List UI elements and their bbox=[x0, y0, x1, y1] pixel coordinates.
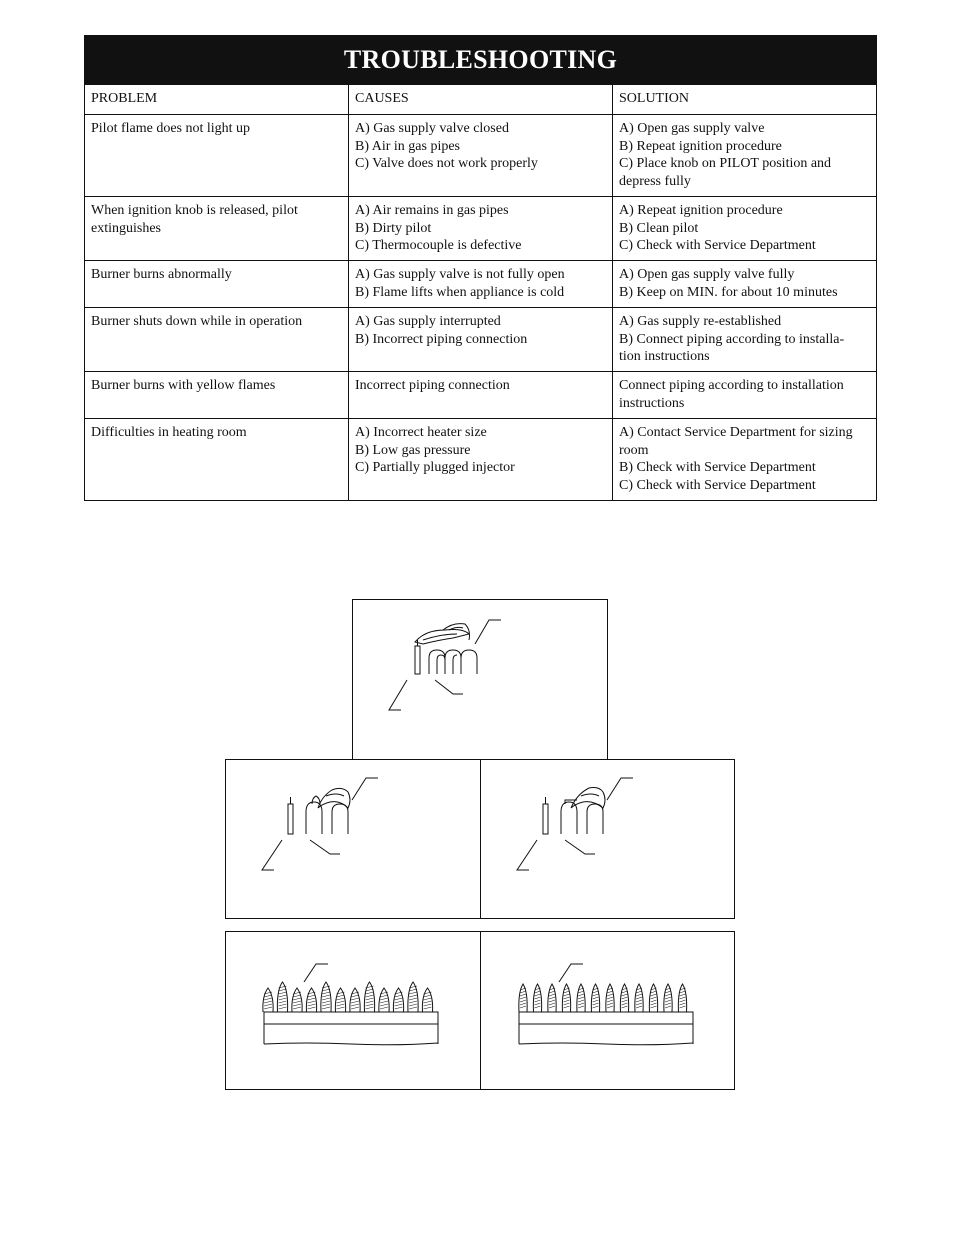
table-row bbox=[85, 372, 877, 419]
burner-flame-row-illustration bbox=[481, 932, 736, 1091]
solution-line: B) Repeat ignition procedure bbox=[619, 138, 782, 154]
solution-line: Connect piping according to installation bbox=[619, 378, 844, 393]
problem-line: extinguishes bbox=[91, 220, 161, 236]
solution-line: tion instructions bbox=[619, 349, 710, 365]
cell-causes bbox=[349, 419, 613, 501]
table-title: TROUBLESHOOTING bbox=[85, 36, 877, 85]
cell-causes bbox=[349, 197, 613, 261]
cell-solution bbox=[613, 261, 877, 308]
cell-problem bbox=[85, 419, 349, 501]
diagram-pilot-correct bbox=[352, 599, 608, 761]
column-header-causes: CAUSES bbox=[349, 85, 613, 115]
solution-line: depress fully bbox=[619, 173, 691, 189]
solution-line: A) Open gas supply valve fully bbox=[619, 267, 795, 282]
solution-line: A) Gas supply re-established bbox=[619, 314, 782, 329]
solution-line: A) Contact Service Department for sizing bbox=[619, 425, 853, 440]
pilot-burner-illustration bbox=[353, 600, 609, 762]
solution-line: room bbox=[619, 442, 649, 458]
problem-line: Difficulties in heating room bbox=[91, 425, 247, 440]
burner-flame-row-illustration bbox=[226, 932, 482, 1091]
cell-problem bbox=[85, 308, 349, 372]
table-row bbox=[85, 261, 877, 308]
cell-solution bbox=[613, 372, 877, 419]
solution-line: instructions bbox=[619, 395, 685, 411]
cell-solution bbox=[613, 419, 877, 501]
causes-line: A) Incorrect heater size bbox=[355, 425, 487, 440]
cell-solution bbox=[613, 308, 877, 372]
cell-solution bbox=[613, 115, 877, 197]
problem-line: When ignition knob is released, pilot bbox=[91, 203, 298, 218]
problem-line: Burner burns abnormally bbox=[91, 267, 232, 282]
cell-causes bbox=[349, 308, 613, 372]
causes-line: C) Partially plugged injector bbox=[355, 460, 515, 476]
solution-line: C) Place knob on PILOT position and bbox=[619, 156, 832, 172]
diagram-pilot-small-left bbox=[225, 759, 481, 919]
diagram-pilot-small-right bbox=[480, 759, 735, 919]
solution-line: B) Connect piping according to installa- bbox=[619, 331, 845, 347]
problem-line: Pilot flame does not light up bbox=[91, 121, 251, 136]
problem-line: Burner shuts down while in operation bbox=[91, 314, 303, 329]
causes-line: B) Flame lifts when appliance is cold bbox=[355, 284, 565, 300]
causes-line: B) Incorrect piping connection bbox=[355, 331, 528, 347]
solution-line: C) Check with Service Department bbox=[619, 477, 816, 493]
diagram-burner-flames-left bbox=[225, 931, 481, 1090]
causes-line: C) Valve does not work properly bbox=[355, 156, 538, 172]
cell-problem bbox=[85, 115, 349, 197]
table-row bbox=[85, 419, 877, 501]
cell-problem bbox=[85, 197, 349, 261]
causes-line: C) Thermocouple is defective bbox=[355, 238, 522, 254]
problem-line: Burner burns with yellow flames bbox=[91, 378, 276, 393]
cell-causes bbox=[349, 261, 613, 308]
pilot-burner-illustration bbox=[481, 760, 736, 920]
column-header-solution: SOLUTION bbox=[613, 85, 877, 115]
causes-line: Incorrect piping connection bbox=[355, 378, 510, 393]
table-row bbox=[85, 197, 877, 261]
diagram-burner-flames-right bbox=[480, 931, 735, 1090]
cell-problem bbox=[85, 261, 349, 308]
pilot-burner-illustration bbox=[226, 760, 482, 920]
solution-line: A) Open gas supply valve bbox=[619, 121, 765, 136]
solution-line: C) Check with Service Department bbox=[619, 238, 816, 254]
causes-line: A) Gas supply interrupted bbox=[355, 314, 501, 329]
causes-line: A) Air remains in gas pipes bbox=[355, 203, 509, 218]
causes-line: A) Gas supply valve closed bbox=[355, 121, 509, 136]
cell-causes bbox=[349, 372, 613, 419]
cell-solution bbox=[613, 197, 877, 261]
troubleshooting-table bbox=[84, 35, 877, 501]
causes-line: B) Dirty pilot bbox=[355, 220, 432, 236]
solution-line: B) Keep on MIN. for about 10 minutes bbox=[619, 284, 838, 300]
cell-causes bbox=[349, 115, 613, 197]
causes-line: B) Air in gas pipes bbox=[355, 138, 460, 154]
column-header-problem: PROBLEM bbox=[85, 85, 349, 115]
cell-problem bbox=[85, 372, 349, 419]
causes-line: A) Gas supply valve is not fully open bbox=[355, 267, 565, 282]
causes-line: B) Low gas pressure bbox=[355, 442, 471, 458]
solution-line: B) Clean pilot bbox=[619, 220, 699, 236]
table-row bbox=[85, 115, 877, 197]
header-row bbox=[85, 85, 877, 115]
solution-line: A) Repeat ignition procedure bbox=[619, 203, 783, 218]
solution-line: B) Check with Service Department bbox=[619, 460, 816, 476]
table-row bbox=[85, 308, 877, 372]
